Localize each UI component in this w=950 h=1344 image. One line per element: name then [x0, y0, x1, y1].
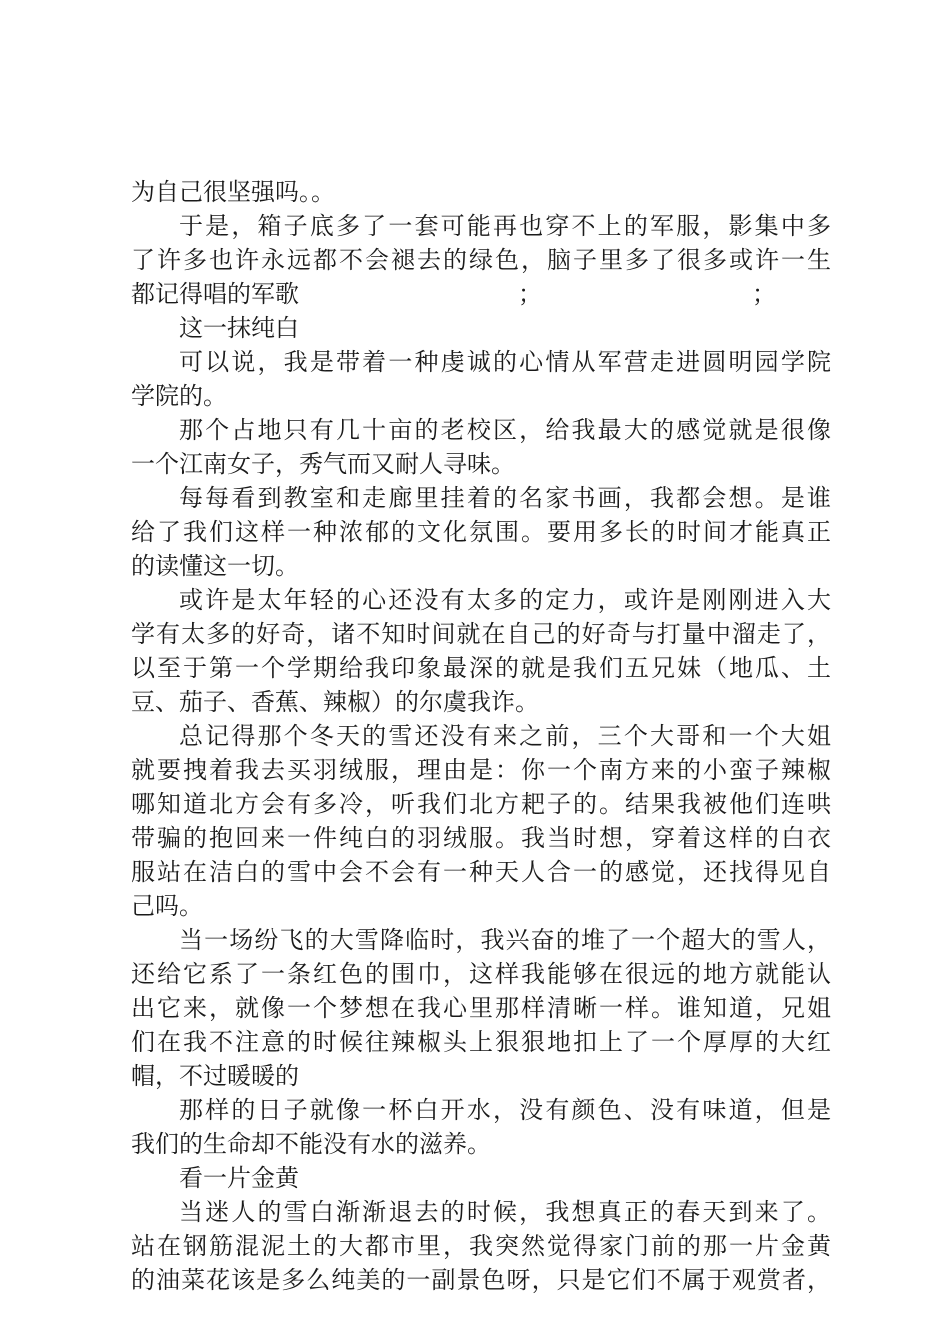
text-line: 的读懂这一切。 [131, 552, 299, 580]
section-heading: 看一片金黄 [179, 1164, 299, 1192]
text-line: 学有太多的好奇，诸不知时间就在自己的好奇与打量中溜走了， [131, 620, 831, 648]
text-line: 那样的日子就像一杯白开水，没有颜色、没有味道，但是 [179, 1096, 831, 1124]
text-line: 帽，不过暖暖的 [131, 1062, 299, 1090]
text-line: 每每看到教室和走廊里挂着的名家书画，我都会想。是谁 [179, 484, 831, 512]
text-line: 当一场纷飞的大雪降临时，我兴奋的堆了一个超大的雪人， [179, 926, 831, 954]
text-line: 当迷人的雪白渐渐退去的时候，我想真正的春天到来了。 [179, 1198, 831, 1226]
text-line: 站在钢筋混泥土的大都市里，我突然觉得家门前的那一片金黄 [131, 1232, 831, 1260]
text-line: 总记得那个冬天的雪还没有来之前，三个大哥和一个大姐 [179, 722, 831, 750]
text-line: 或许是太年轻的心还没有太多的定力，或许是刚刚进入大 [179, 586, 831, 614]
semicolon-mark: ； [752, 280, 776, 308]
text-line: 还给它系了一条红色的围巾，这样我能够在很远的地方就能认 [131, 960, 831, 988]
text-line: 以至于第一个学期给我印象最深的就是我们五兄妹（地瓜、土 [131, 654, 831, 682]
section-heading: 这一抹纯白 [179, 314, 299, 342]
text-line: 学院的。 [131, 382, 227, 410]
text-line: 都记得唱的军歌 [131, 280, 299, 308]
text-line: 了许多也许永远都不会褪去的绿色，脑子里多了很多或许一生 [131, 246, 831, 274]
text-line: 服站在洁白的雪中会不会有一种天人合一的感觉，还找得见自 [131, 858, 831, 886]
text-line: 己吗。 [131, 892, 203, 920]
text-line: 那个占地只有几十亩的老校区，给我最大的感觉就是很像 [179, 416, 831, 444]
text-line: 可以说，我是带着一种虔诚的心情从军营走进圆明园学院 [179, 348, 831, 376]
text-line: 我们的生命却不能没有水的滋养。 [131, 1130, 491, 1158]
text-line: 为自己很坚强吗。。 [131, 178, 335, 206]
text-line: 豆、茄子、香蕉、辣椒）的尔虞我诈。 [131, 688, 539, 716]
text-line: 们在我不注意的时候往辣椒头上狠狠地扣上了一个厚厚的大红 [131, 1028, 831, 1056]
text-line: 给了我们这样一种浓郁的文化氛围。要用多长的时间才能真正 [131, 518, 831, 546]
text-line: 的油菜花该是多么纯美的一副景色呀，只是它们不属于观赏者， [131, 1266, 831, 1294]
text-line: 出它来，就像一个梦想在我心里那样清晰一样。谁知道，兄姐 [131, 994, 831, 1022]
semicolon-mark: ； [518, 280, 542, 308]
text-line: 带骗的抱回来一件纯白的羽绒服。我当时想，穿着这样的白衣 [131, 824, 831, 852]
text-line: 一个江南女子，秀气而又耐人寻味。 [131, 450, 515, 478]
text-line: 就要拽着我去买羽绒服，理由是：你一个南方来的小蛮子辣椒 [131, 756, 831, 784]
text-line: 于是，箱子底多了一套可能再也穿不上的军服，影集中多 [179, 212, 831, 240]
text-line: 哪知道北方会有多冷，听我们北方耙子的。结果我被他们连哄 [131, 790, 831, 818]
